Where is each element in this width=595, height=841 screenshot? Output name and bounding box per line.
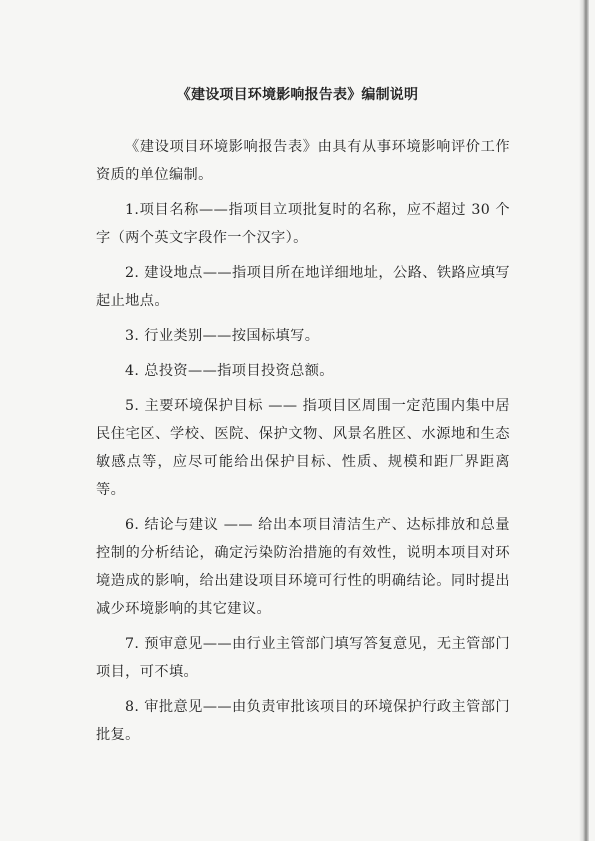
item-approval-opinion: 8. 审批意见——由负责审批该项目的环境保护行政主管部门批复。	[96, 699, 510, 743]
item-protection-targets: 5. 主要环境保护目标 —— 指项目区周围一定范围内集中居民住宅区、学校、医院、保护文物、风景名胜区、水源地和生态敏感点等，应尽可能给出保护目标、性质、规模和距厂界距离等。	[96, 398, 510, 498]
item-construction-site: 2. 建设地点——指项目所在地详细地址，公路、铁路应填写起止地点。	[96, 265, 510, 309]
document-body	[96, 133, 510, 756]
item-total-investment: 4. 总投资——指项目投资总额。	[125, 363, 334, 379]
item-preliminary-review: 7. 预审意见——由行业主管部门填写答复意见，无主管部门项目，可不填。	[96, 636, 510, 680]
item-project-name: 1.项目名称——指项目立项批复时的名称，应不超过 30 个字（两个英文字段作一个汉字）。	[96, 202, 510, 246]
document-title: 《建设项目环境影响报告表》编制说明	[176, 87, 419, 103]
page-edge-shadow	[579, 0, 589, 841]
item-conclusions: 6. 结论与建议 —— 给出本项目清洁生产、达标排放和总量控制的分析结论，确定污染防治措施的有效性，说明本项目对环境造成的影响，给出建设项目环境可行性的明确结论。同时提出减少环境影响的其它建议。	[96, 517, 510, 617]
intro-paragraph: 《建设项目环境影响报告表》由具有从事环境影响评价工作资质的单位编制。	[96, 139, 510, 183]
item-industry-category: 3. 行业类别——按国标填写。	[125, 328, 320, 344]
